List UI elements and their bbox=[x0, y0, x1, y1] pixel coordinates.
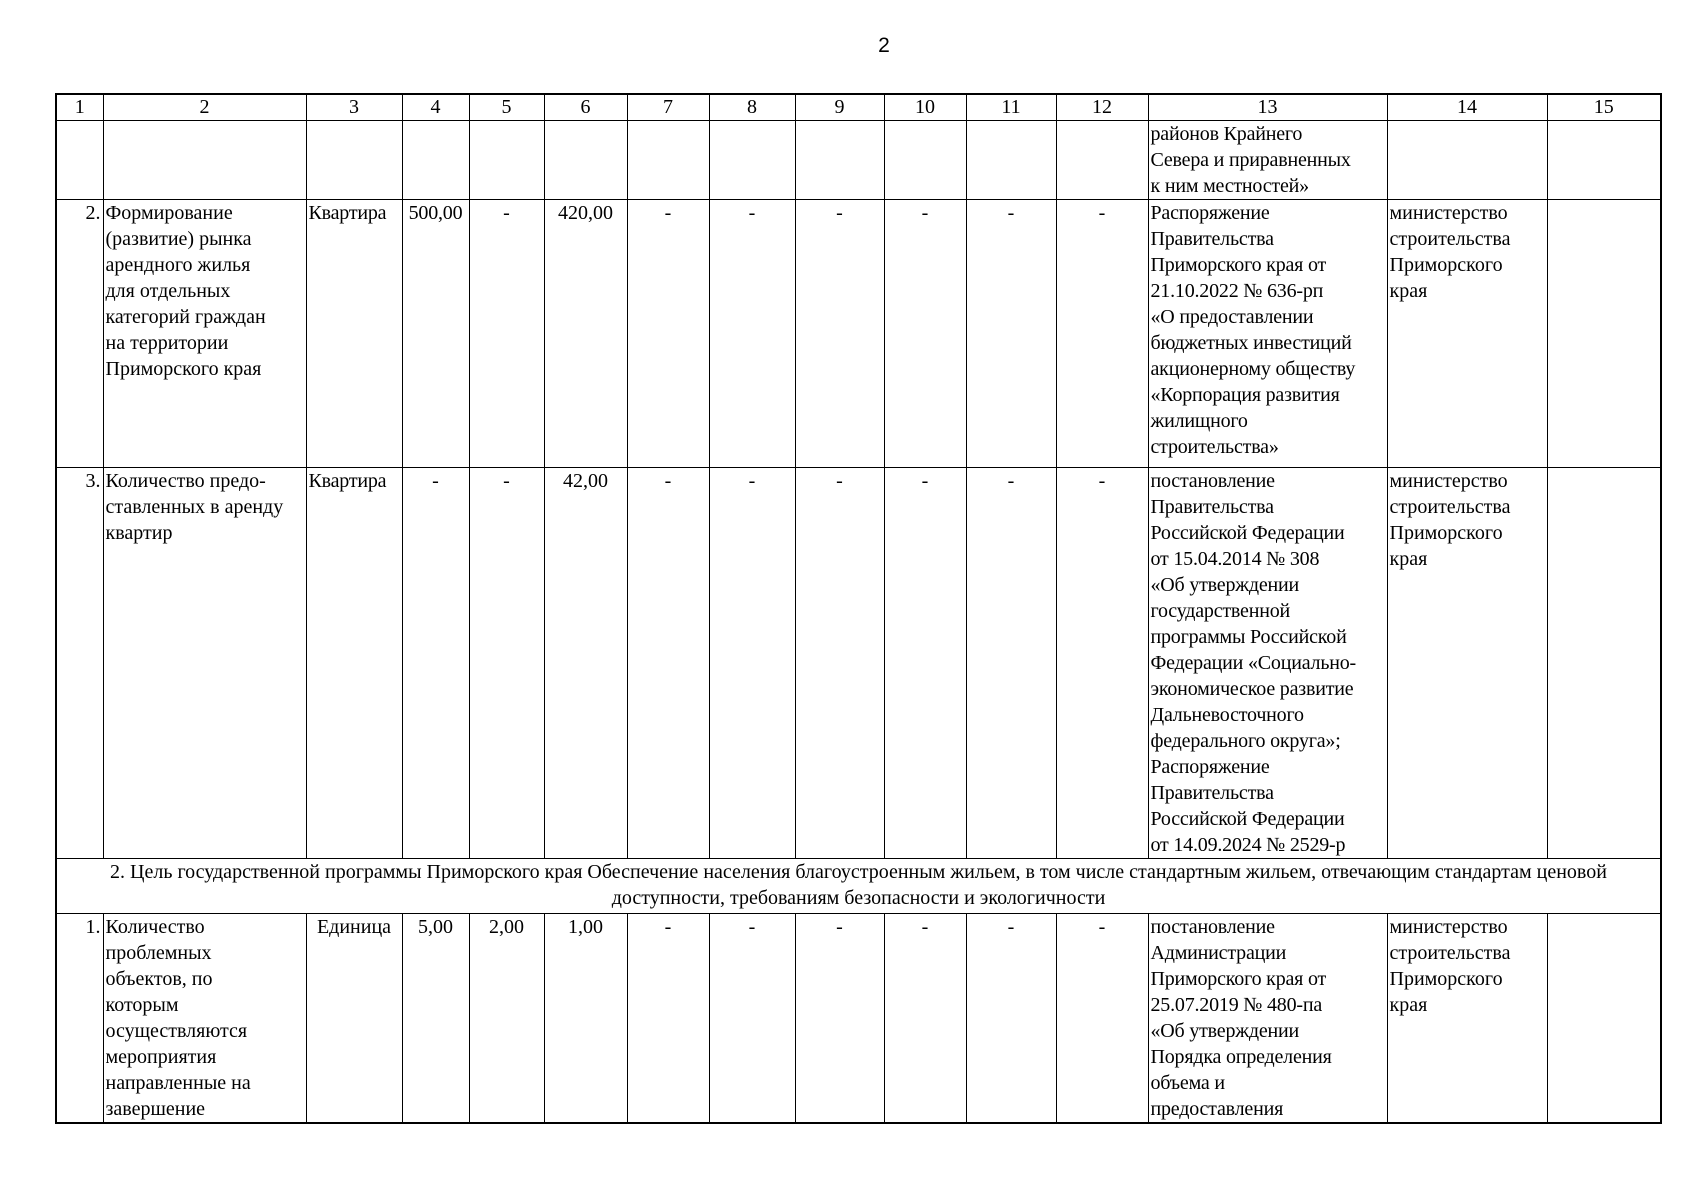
row-number: 1. bbox=[56, 914, 103, 1124]
indicator-name: Количество предо- ставленных в аренду квартир bbox=[103, 468, 306, 859]
value-cell bbox=[795, 121, 884, 200]
indicator-name: Количество проблемных объектов, по которым осуществляются мероприятия направленные на завершение bbox=[103, 914, 306, 1124]
indicator-name: Формирование (развитие) рынка арендного жилья для отдельных категорий граждан на территории Приморского края bbox=[103, 200, 306, 468]
value-cell: 2,00 bbox=[469, 914, 544, 1124]
value-cell: - bbox=[1056, 200, 1148, 468]
unit-cell bbox=[306, 121, 402, 200]
value-cell: - bbox=[884, 468, 966, 859]
header-cell: 3 bbox=[306, 94, 402, 121]
value-cell: - bbox=[966, 200, 1056, 468]
value-cell: - bbox=[884, 200, 966, 468]
header-cell: 12 bbox=[1056, 94, 1148, 121]
header-cell: 1 bbox=[56, 94, 103, 121]
value-cell: 1,00 bbox=[544, 914, 627, 1124]
value-cell: 5,00 bbox=[402, 914, 469, 1124]
header-cell: 4 bbox=[402, 94, 469, 121]
value-cell bbox=[884, 121, 966, 200]
header-cell: 2 bbox=[103, 94, 306, 121]
header-cell: 6 bbox=[544, 94, 627, 121]
row-number bbox=[56, 121, 103, 200]
indicator-name bbox=[103, 121, 306, 200]
responsible-cell bbox=[1387, 121, 1547, 200]
value-cell: - bbox=[795, 468, 884, 859]
value-cell bbox=[1547, 468, 1661, 859]
value-cell: - bbox=[709, 468, 795, 859]
value-cell: - bbox=[627, 468, 709, 859]
header-cell: 13 bbox=[1148, 94, 1387, 121]
value-cell: - bbox=[469, 468, 544, 859]
value-cell: - bbox=[627, 200, 709, 468]
table-row bbox=[56, 121, 1661, 200]
indicators-table bbox=[55, 93, 1662, 1124]
value-cell: 42,00 bbox=[544, 468, 627, 859]
unit-cell: Квартира bbox=[306, 200, 402, 468]
header-cell: 14 bbox=[1387, 94, 1547, 121]
value-cell: - bbox=[1056, 914, 1148, 1124]
header-cell: 7 bbox=[627, 94, 709, 121]
table-row bbox=[56, 468, 1661, 859]
value-cell bbox=[627, 121, 709, 200]
page-number: 2 bbox=[878, 34, 890, 57]
table-row bbox=[56, 914, 1661, 1124]
unit-cell: Квартира bbox=[306, 468, 402, 859]
header-cell: 5 bbox=[469, 94, 544, 121]
value-cell: - bbox=[469, 200, 544, 468]
header-cell: 11 bbox=[966, 94, 1056, 121]
value-cell: - bbox=[1056, 468, 1148, 859]
value-cell bbox=[1056, 121, 1148, 200]
value-cell: 420,00 bbox=[544, 200, 627, 468]
unit-cell: Единица bbox=[306, 914, 402, 1124]
header-cell: 10 bbox=[884, 94, 966, 121]
value-cell bbox=[966, 121, 1056, 200]
value-cell: - bbox=[795, 914, 884, 1124]
value-cell: - bbox=[966, 914, 1056, 1124]
header-row bbox=[56, 94, 1661, 121]
table-row bbox=[56, 200, 1661, 468]
legal-basis-cell: постановление Правительства Российской Федерации от 15.04.2014 № 308 «Об утверждении государственной программы Российской Федерации «Социально- экономическое развитие Дальневосточного федерального округа»; Распоряжение Правительства Российской Федерации от 14.09.2024 № 2529-р bbox=[1148, 468, 1387, 859]
goal-row bbox=[56, 859, 1661, 914]
value-cell: - bbox=[709, 914, 795, 1124]
value-cell: 500,00 bbox=[402, 200, 469, 468]
legal-basis-cell: постановление Администрации Приморского края от 25.07.2019 № 480-па «Об утверждении Порядка определения объема и предоставления bbox=[1148, 914, 1387, 1124]
value-cell bbox=[1547, 914, 1661, 1124]
program-goal-text: 2. Цель государственной программы Приморского края Обеспечение населения благоустроенным жильем, в том числе стандартным жильем, отвечающим стандартам ценовой доступности, требованиям безопасности и экологичности bbox=[56, 859, 1661, 914]
responsible-cell: министерство строительства Приморского края bbox=[1387, 468, 1547, 859]
value-cell: - bbox=[709, 200, 795, 468]
value-cell: - bbox=[402, 468, 469, 859]
legal-basis-cell: районов Крайнего Севера и приравненных к ним местностей» bbox=[1148, 121, 1387, 200]
value-cell bbox=[1547, 200, 1661, 468]
value-cell bbox=[544, 121, 627, 200]
responsible-cell: министерство строительства Приморского края bbox=[1387, 914, 1547, 1124]
responsible-cell: министерство строительства Приморского края bbox=[1387, 200, 1547, 468]
value-cell bbox=[1547, 121, 1661, 200]
row-number: 2. bbox=[56, 200, 103, 468]
value-cell: - bbox=[795, 200, 884, 468]
header-cell: 9 bbox=[795, 94, 884, 121]
header-cell: 15 bbox=[1547, 94, 1661, 121]
value-cell bbox=[709, 121, 795, 200]
value-cell: - bbox=[627, 914, 709, 1124]
header-cell: 8 bbox=[709, 94, 795, 121]
value-cell: - bbox=[884, 914, 966, 1124]
value-cell bbox=[402, 121, 469, 200]
value-cell: - bbox=[966, 468, 1056, 859]
value-cell bbox=[469, 121, 544, 200]
row-number: 3. bbox=[56, 468, 103, 859]
legal-basis-cell: Распоряжение Правительства Приморского края от 21.10.2022 № 636-рп «О предоставлении бюджетных инвестиций акционерному обществу «Корпорация развития жилищного строительства» bbox=[1148, 200, 1387, 468]
